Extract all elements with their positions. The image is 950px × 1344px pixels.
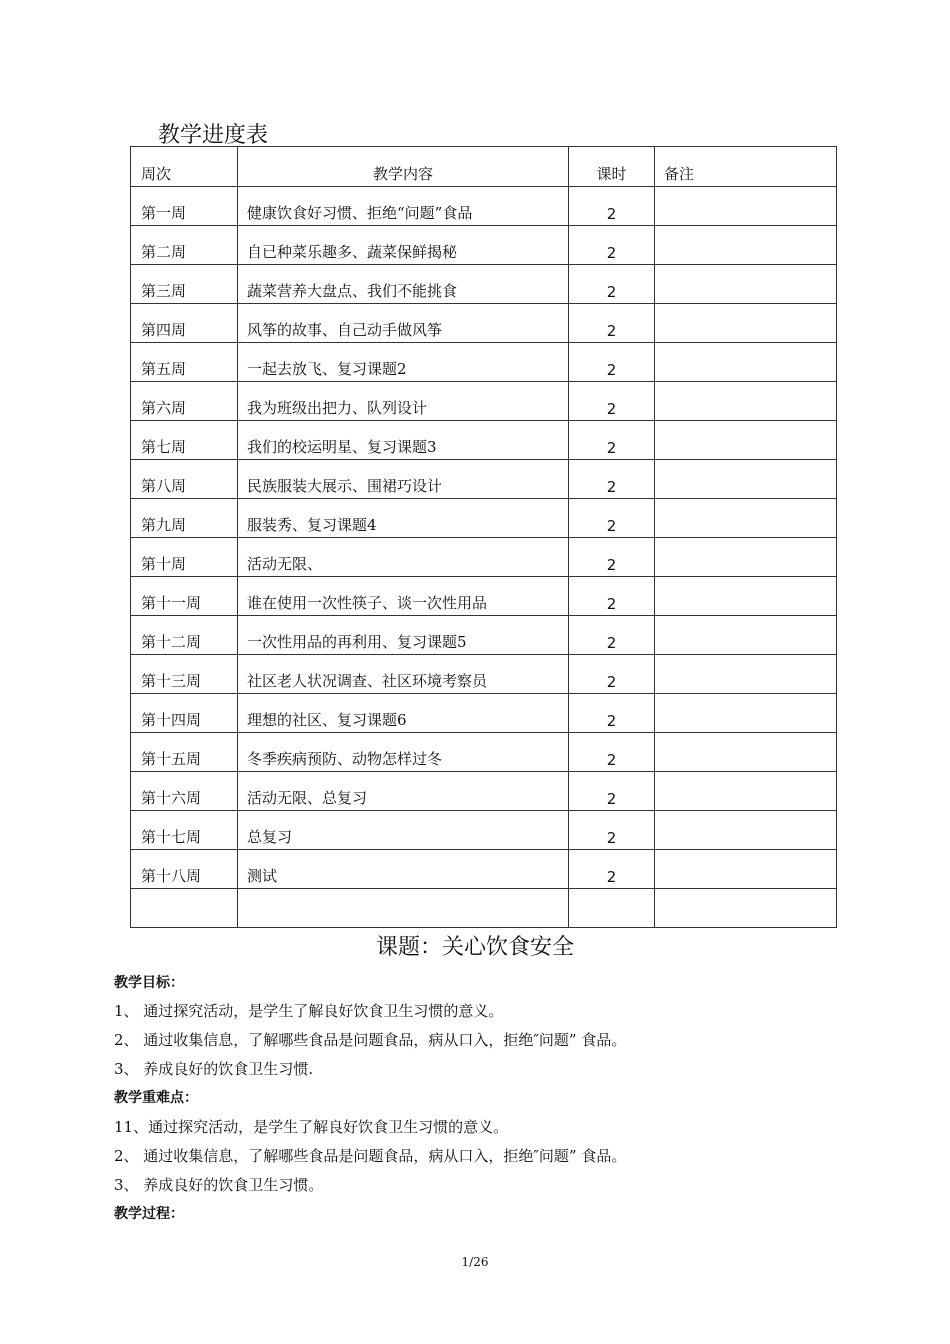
cell-hours xyxy=(569,889,655,928)
header-week: 周次 xyxy=(131,147,238,187)
cell-hours: 2 xyxy=(569,733,655,772)
cell-content: 一起去放飞、复习课题2 xyxy=(238,343,569,382)
cell-week: 第十八周 xyxy=(131,850,238,889)
goals-heading: 教学目标： xyxy=(114,975,184,991)
lesson-title: 课题：关心饮食安全 xyxy=(375,935,574,960)
table-row xyxy=(131,343,837,382)
cell-note xyxy=(655,733,837,772)
cell-content: 谁在使用一次性筷子、谈一次性用品 xyxy=(238,577,569,616)
document-title: 教学进度表 xyxy=(158,123,269,148)
cell-hours: 2 xyxy=(569,265,655,304)
cell-note xyxy=(655,187,837,226)
cell-content: 冬季疾病预防、动物怎样过冬 xyxy=(238,733,569,772)
key-point-item: 3、 养成良好的饮食卫生习惯。 xyxy=(114,1176,324,1194)
cell-content: 健康饮食好习惯、拒绝“问题”食品 xyxy=(238,187,569,226)
table-row xyxy=(131,421,837,460)
process-heading: 教学过程： xyxy=(114,1206,184,1222)
table-row xyxy=(131,694,837,733)
cell-hours: 2 xyxy=(569,538,655,577)
cell-hours: 2 xyxy=(569,772,655,811)
cell-week: 第十一周 xyxy=(131,577,238,616)
cell-note xyxy=(655,421,837,460)
cell-week: 第八周 xyxy=(131,460,238,499)
cell-week: 第一周 xyxy=(131,187,238,226)
cell-hours: 2 xyxy=(569,577,655,616)
cell-content: 服装秀、复习课题4 xyxy=(238,499,569,538)
table-row xyxy=(131,850,837,889)
header-note: 备注 xyxy=(655,147,837,187)
cell-hours: 2 xyxy=(569,850,655,889)
cell-note xyxy=(655,304,837,343)
table-row xyxy=(131,187,837,226)
table-row xyxy=(131,226,837,265)
cell-week: 第四周 xyxy=(131,304,238,343)
cell-note xyxy=(655,772,837,811)
cell-hours: 2 xyxy=(569,616,655,655)
cell-note xyxy=(655,382,837,421)
cell-content: 民族服装大展示、围裙巧设计 xyxy=(238,460,569,499)
cell-hours: 2 xyxy=(569,304,655,343)
cell-hours: 2 xyxy=(569,421,655,460)
cell-content xyxy=(238,889,569,928)
cell-content: 社区老人状况调查、社区环境考察员 xyxy=(238,655,569,694)
cell-hours: 2 xyxy=(569,226,655,265)
cell-hours: 2 xyxy=(569,187,655,226)
table-row xyxy=(131,655,837,694)
cell-note xyxy=(655,538,837,577)
cell-content: 我们的校运明星、复习课题3 xyxy=(238,421,569,460)
cell-week: 第九周 xyxy=(131,499,238,538)
table-body xyxy=(131,187,837,928)
cell-content: 蔬菜营养大盘点、我们不能挑食 xyxy=(238,265,569,304)
cell-content: 活动无限、 xyxy=(238,538,569,577)
table-header-row xyxy=(131,147,837,187)
cell-content: 自已种菜乐趣多、蔬菜保鲜揭秘 xyxy=(238,226,569,265)
table-row xyxy=(131,460,837,499)
page-number: 1/26 xyxy=(461,1255,489,1269)
cell-note xyxy=(655,460,837,499)
cell-hours: 2 xyxy=(569,655,655,694)
header-content: 教学内容 xyxy=(238,147,569,187)
cell-content: 总复习 xyxy=(238,811,569,850)
goal-item: 1、 通过探究活动，是学生了解良好饮食卫生习惯的意义。 xyxy=(114,1002,504,1020)
cell-week: 第十四周 xyxy=(131,694,238,733)
table-row xyxy=(131,499,837,538)
cell-week: 第三周 xyxy=(131,265,238,304)
table-row xyxy=(131,304,837,343)
table-row xyxy=(131,265,837,304)
table-row xyxy=(131,616,837,655)
cell-week: 第十六周 xyxy=(131,772,238,811)
cell-week: 第十五周 xyxy=(131,733,238,772)
key-point-item: 2、 通过收集信息，了解哪些食品是问题食品，病从口入，拒绝″问题” 食品。 xyxy=(114,1147,627,1165)
cell-content: 一次性用品的再利用、复习课题5 xyxy=(238,616,569,655)
cell-week xyxy=(131,889,238,928)
table-row xyxy=(131,382,837,421)
cell-hours: 2 xyxy=(569,811,655,850)
cell-week: 第十二周 xyxy=(131,616,238,655)
cell-week: 第七周 xyxy=(131,421,238,460)
key-points-heading: 教学重难点： xyxy=(114,1090,198,1106)
key-point-item: 11、通过探究活动，是学生了解良好饮食卫生习惯的意义。 xyxy=(114,1118,509,1136)
cell-note xyxy=(655,343,837,382)
cell-week: 第十七周 xyxy=(131,811,238,850)
cell-note xyxy=(655,694,837,733)
cell-hours: 2 xyxy=(569,460,655,499)
cell-hours: 2 xyxy=(569,694,655,733)
cell-note xyxy=(655,499,837,538)
cell-week: 第五周 xyxy=(131,343,238,382)
cell-content: 风筝的故事、自己动手做风筝 xyxy=(238,304,569,343)
cell-note xyxy=(655,616,837,655)
cell-note xyxy=(655,265,837,304)
cell-hours: 2 xyxy=(569,382,655,421)
cell-hours: 2 xyxy=(569,343,655,382)
cell-week: 第十三周 xyxy=(131,655,238,694)
cell-note xyxy=(655,577,837,616)
cell-content: 测试 xyxy=(238,850,569,889)
table-row xyxy=(131,889,837,928)
cell-note xyxy=(655,655,837,694)
cell-note xyxy=(655,226,837,265)
table-row xyxy=(131,811,837,850)
cell-week: 第六周 xyxy=(131,382,238,421)
cell-content: 活动无限、总复习 xyxy=(238,772,569,811)
cell-week: 第二周 xyxy=(131,226,238,265)
cell-hours: 2 xyxy=(569,499,655,538)
table-row xyxy=(131,733,837,772)
goal-item: 2、 通过收集信息，了解哪些食品是问题食品，病从口入，拒绝″问题” 食品。 xyxy=(114,1031,627,1049)
header-hours: 课时 xyxy=(569,147,655,187)
cell-note xyxy=(655,889,837,928)
table-row xyxy=(131,772,837,811)
cell-content: 理想的社区、复习课题6 xyxy=(238,694,569,733)
table-row xyxy=(131,577,837,616)
goal-item: 3、 养成良好的饮食卫生习惯. xyxy=(114,1060,314,1078)
cell-note xyxy=(655,850,837,889)
schedule-table xyxy=(130,146,837,928)
cell-week: 第十周 xyxy=(131,538,238,577)
table-row xyxy=(131,538,837,577)
cell-content: 我为班级出把力、队列设计 xyxy=(238,382,569,421)
cell-note xyxy=(655,811,837,850)
